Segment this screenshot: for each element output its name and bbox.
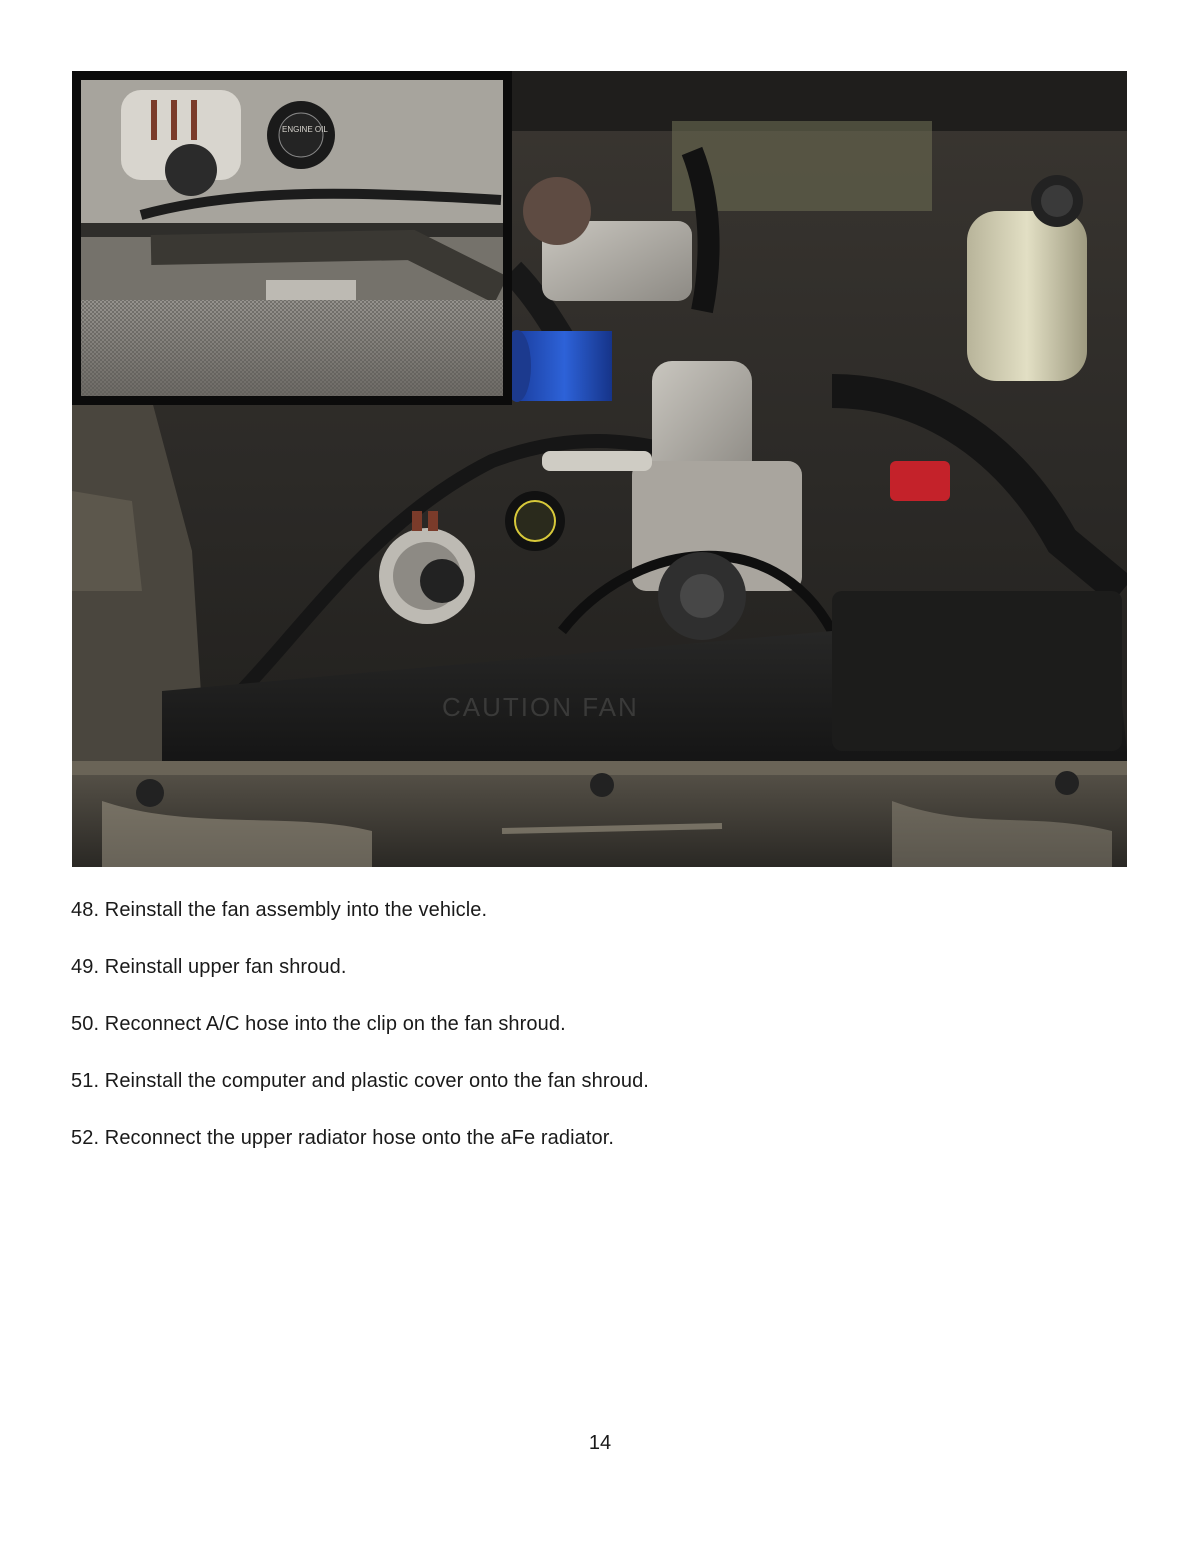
step-51	[71, 1067, 649, 1095]
step-48	[71, 896, 649, 924]
step-text: Reinstall upper fan shroud.	[104, 956, 347, 978]
step-text: Reinstall the computer and plastic cover onto the fan shroud.	[104, 1070, 649, 1092]
step-text: Reconnect the upper radiator hose onto the aFe radiator.	[104, 1127, 615, 1149]
step-52	[71, 1124, 649, 1152]
page-number: 14	[588, 1432, 612, 1454]
step-text: Reinstall the fan assembly into the vehicle.	[104, 899, 488, 921]
step-number: 48.	[71, 899, 100, 921]
instruction-steps	[71, 896, 649, 1181]
shroud-caution-text: CAUTION FAN	[442, 692, 639, 722]
step-number: 49.	[71, 956, 100, 978]
oil-cap-text: ENGINE OIL	[282, 125, 328, 134]
step-49	[71, 953, 649, 981]
step-number: 51.	[71, 1070, 100, 1092]
engine-bay-photo	[72, 71, 1127, 867]
step-50	[71, 1010, 649, 1038]
inset-detail-photo	[72, 71, 512, 405]
step-number: 52.	[71, 1127, 100, 1149]
step-text: Reconnect A/C hose into the clip on the fan shroud.	[104, 1013, 566, 1035]
step-number: 50.	[71, 1013, 100, 1035]
